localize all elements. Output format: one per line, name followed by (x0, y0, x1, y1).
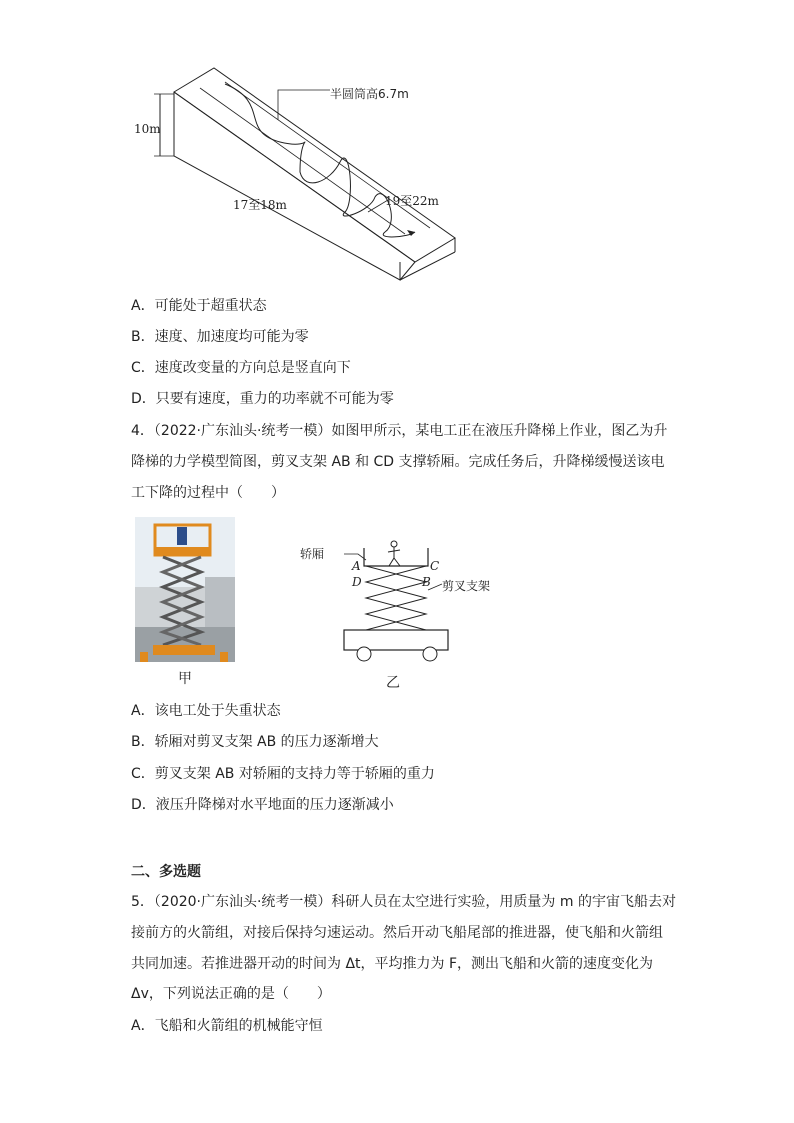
slide-diagram (130, 62, 470, 284)
q5-option-a: A．飞船和火箭组的机械能守恒 (131, 1018, 323, 1034)
tube-height-label: 半圆筒高6.7m (330, 87, 409, 101)
q3-option-c: C．速度改变量的方向总是竖直向下 (131, 360, 351, 376)
point-d-label: D (352, 575, 362, 589)
q5-stem-line-4: Δv，下列说法正确的是（ ） (131, 986, 331, 1002)
lift-model-diagram (296, 536, 506, 666)
point-b-label: B (422, 575, 431, 589)
width-label: 19至22m (385, 194, 439, 208)
scissor-frame-label: 剪叉支架 (442, 579, 491, 593)
point-a-label: A (352, 559, 361, 573)
q4-option-a: A．该电工处于失重状态 (131, 703, 281, 719)
length-label: 17至18m (233, 198, 287, 212)
caption-yi: 乙 (386, 675, 400, 691)
q4-stem-line-3: 工下降的过程中（ ） (131, 485, 285, 501)
section-title: 二、多选题 (131, 864, 201, 880)
q5-stem-line-3: 共同加速。若推进器开动的时间为 Δt，平均推力为 F，测出飞船和火箭的速度变化为 (131, 956, 654, 972)
point-c-label: C (430, 559, 440, 573)
q3-option-d: D．只要有速度，重力的功率就不可能为零 (131, 391, 394, 407)
q3-option-b: B．速度、加速度均可能为零 (131, 329, 309, 345)
q4-option-b: B．轿厢对剪叉支架 AB 的压力逐渐增大 (131, 734, 379, 750)
q4-option-d: D．液压升降梯对水平地面的压力逐渐减小 (131, 797, 394, 813)
q4-stem-line-1: 4．（2022·广东汕头·统考一模）如图甲所示，某电工正在液压升降梯上作业，图乙为升 (131, 423, 668, 439)
q5-stem-line-1: 5．（2020·广东汕头·统考一模）科研人员在太空进行实验，用质量为 m 的宇宙飞船去对 (131, 894, 676, 910)
caption-jia: 甲 (178, 671, 192, 687)
q4-stem-line-2: 降梯的力学模型简图，剪叉支架 AB 和 CD 支撑轿厢。完成任务后，升降梯缓慢送该电 (131, 454, 665, 470)
q5-stem-line-2: 接前方的火箭组，对接后保持匀速运动。然后开动飞船尾部的推进器，使飞船和火箭组 (131, 925, 663, 941)
q3-option-a: A．可能处于超重状态 (131, 298, 267, 314)
lift-photo (135, 517, 235, 662)
cabin-label: 轿厢 (300, 547, 325, 561)
q4-option-c: C．剪叉支架 AB 对轿厢的支持力等于轿厢的重力 (131, 766, 435, 782)
height-label: 10m (134, 122, 161, 136)
